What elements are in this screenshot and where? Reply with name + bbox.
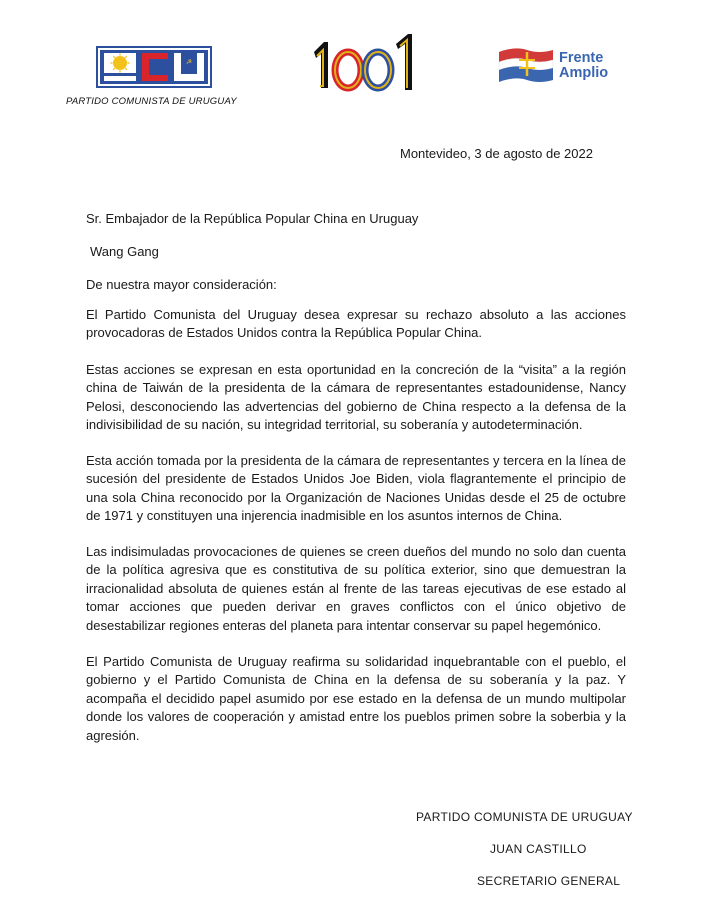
frente-amplio-flag-icon xyxy=(497,46,557,88)
greeting: De nuestra mayor consideración: xyxy=(86,277,277,292)
paragraph-1: El Partido Comunista del Uruguay desea expresar su rechazo absoluto a las acciones provocadoras de Estados Unidos contra la República Popular China. xyxy=(86,307,626,341)
paragraph-3: Esta acción tomada por la presidenta de la cámara de representantes y tercera en la línea de sucesión del presidente de Estados Unidos Joe Biden, viola flagrantemente el principio de una sola China reconocido por la Organización de Naciones Unidas desde el 25 de octubre de 1971 y constituyen una injerencia inadmisible en los asuntos internos de China. xyxy=(86,453,626,524)
paragraph-4: Las indisimuladas provocaciones de quienes se creen dueños del mundo no solo dan cuenta de la política agresiva que es constitutiva de su política exterior, sino que demuestran la irracionalidad absoluta de quienes están al frente de las tareas ejecutivas de ese estado al tomar acciones que pueden derivar en graves conflictos con el único objetivo de desestabilizar regiones enteras del planeta para intentar conservar su papel hegemónico. xyxy=(86,544,626,633)
1001-logo xyxy=(308,32,420,94)
signature-title: SECRETARIO GENERAL xyxy=(477,874,621,888)
pcu-caption: PARTIDO COMUNISTA DE URUGUAY xyxy=(66,96,237,107)
pcu-logo xyxy=(96,46,212,88)
signature-name: JUAN CASTILLO xyxy=(490,842,587,856)
frente-amplio-wordmark xyxy=(559,51,608,81)
paragraph-5: El Partido Comunista de Uruguay reafirma su solidaridad inquebrantable con el pueblo, el gobierno y el Partido Comunista de China en la defensa de su soberanía y la paz. Y acompaña el decidido papel asumido por ese estado en la defensa de un mundo multipolar donde los valores de cooperación y amistad entre los pueblos primen sobre la soberbia y la agresión. xyxy=(86,654,626,743)
frente-amplio-line1: Frente xyxy=(559,50,604,66)
recipient-line: Sr. Embajador de la República Popular China en Uruguay xyxy=(86,211,419,226)
frente-amplio-line2: Amplio xyxy=(559,65,609,81)
recipient-name: Wang Gang xyxy=(90,244,159,259)
paragraph-2: Estas acciones se expresan en esta oportunidad en la concreción de la “visita” a la región china de Taiwán de la presidenta de la cámara de representantes estadounidense, Nancy Pelosi, desconociendo las advertencias del gobierno de China respecto a la defensa de la indivisibilidad de su nación, su integridad territorial, su soberanía y autodeterminación. xyxy=(86,362,626,433)
signature-organization: PARTIDO COMUNISTA DE URUGUAY xyxy=(416,810,633,824)
svg-text:☭: ☭ xyxy=(185,58,193,66)
letter-date: Montevideo, 3 de agosto de 2022 xyxy=(400,146,593,161)
